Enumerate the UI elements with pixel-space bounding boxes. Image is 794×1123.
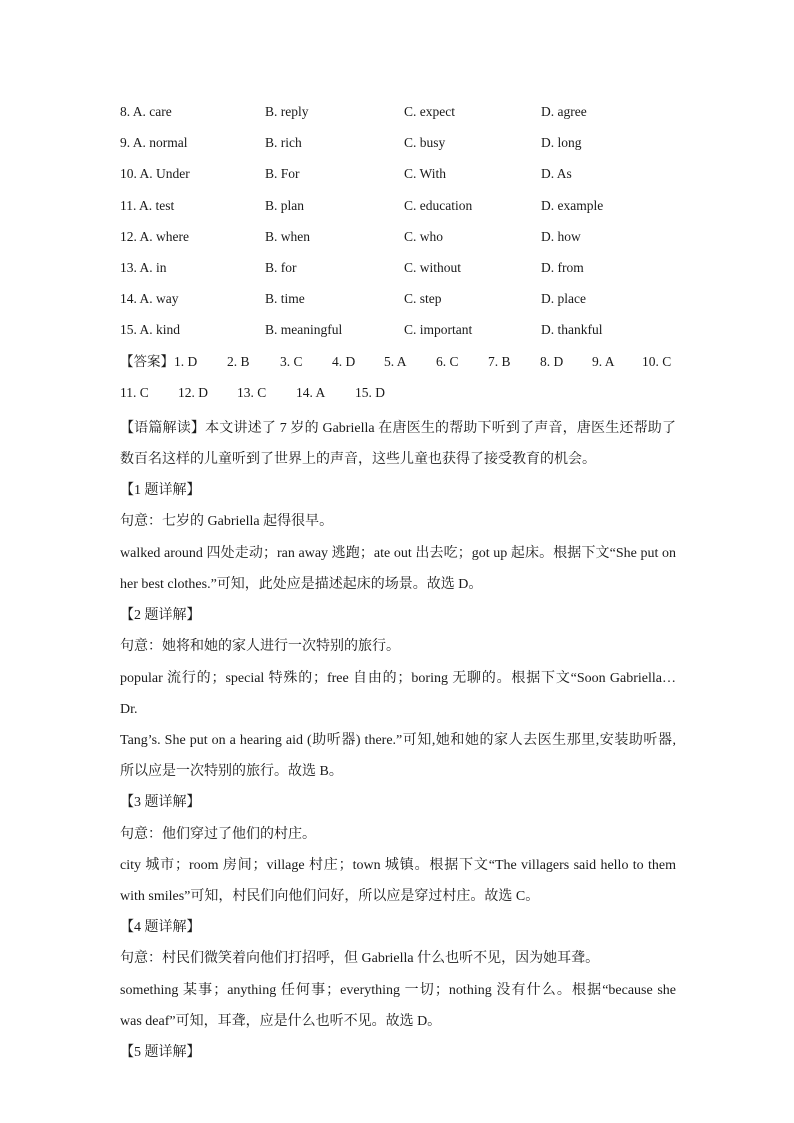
sentence-meaning: 句意：他们穿过了他们的村庄。 [120,826,316,842]
option-c: C. without [404,259,462,275]
option-c: C. important [404,322,473,338]
answer-item: 5. A [384,353,407,369]
answer-item: 12. D [178,384,208,400]
answer-item: 8. D [540,353,564,369]
option-d: D. how [541,228,581,244]
option-d: D. place [541,291,586,307]
option-b: B. time [265,291,305,307]
answer-key-row-1 [120,351,676,382]
option-row [120,163,676,194]
option-a: 11. A. test [120,197,175,213]
option-row [120,257,676,288]
answer-item: 7. B [488,353,511,369]
question-heading: 【1 题详解】 [120,483,201,499]
option-d: D. As [541,166,572,182]
option-d: D. agree [541,104,587,119]
answer-item: 6. C [436,353,459,369]
answer-key-row-2 [120,382,676,413]
option-a: 13. A. in [120,259,167,275]
sentence-meaning: 句意：村民们微笑着向他们打招呼，但 Gabriella 什么也听不见，因为她耳聋。 [120,951,600,967]
explanation-line: something 某事；anything 任何事；everything 一切；nothing 没有什么。根据“because she [120,982,676,998]
option-b: B. rich [265,135,302,151]
explanation-line: Tang’s. She put on a hearing aid (助听器) there.”可知,她和她的家人去医生那里,安装助听器, [120,732,676,748]
option-a: 15. A. kind [120,322,181,338]
answer-item: 4. D [332,353,356,369]
answer-item: 【答案】1. D [120,353,198,369]
option-b: B. For [265,166,300,182]
option-d: D. from [541,259,584,275]
option-c: C. expect [404,104,455,119]
option-b: B. for [265,259,297,275]
option-row [120,132,676,163]
sentence-meaning: 句意：七岁的 Gabriella 起得很早。 [120,514,334,530]
options-table [120,101,676,351]
option-b: B. plan [265,197,304,213]
option-c: C. With [404,166,446,182]
option-row [120,195,676,226]
option-a: 8. A. care [120,104,172,119]
explanation-line: city 城市；room 房间；village 村庄；town 城镇。根据下文“The villagers said hello to them [120,857,676,873]
option-b: B. meaningful [265,322,343,338]
option-a: 10. A. Under [120,166,190,182]
question-heading: 【2 题详解】 [120,608,201,624]
explanation-line: 所以应是一次特别的旅行。故选 B。 [120,764,343,780]
explanation-line: walked around 四处走动；ran away 逃跑；ate out 出去吃；got up 起床。根据下文“She put on [120,545,676,561]
option-c: C. busy [404,135,446,151]
option-c: C. who [404,228,444,244]
question-heading: 【3 题详解】 [120,795,201,811]
option-a: 9. A. normal [120,135,188,151]
answer-item: 11. C [120,384,149,400]
analysis-text-line: 【语篇解读】本文讲述了 7 岁的 Gabriella 在唐医生的帮助下听到了声音，唐医生还帮助了 [120,420,676,436]
question-heading: 【4 题详解】 [120,920,201,936]
explanation-line: popular 流行的；special 特殊的；free 自由的；boring 无聊的。根据下文“Soon Gabriella…Dr. [120,670,676,717]
option-row [120,288,676,319]
option-b: B. reply [265,104,309,119]
answer-item: 10. C [642,353,672,369]
explanation-line: was deaf”可知，耳聋，应是什么也听不见。故选 D。 [120,1013,442,1029]
option-row [120,226,676,257]
answer-item: 13. C [237,384,267,400]
sentence-meaning: 句意：她将和她的家人进行一次特别的旅行。 [120,639,400,655]
explanation-line: with smiles”可知，村民们向他们问好，所以应是穿过村庄。故选 C。 [120,888,540,904]
answer-item: 9. A [592,353,615,369]
option-d: D. example [541,197,604,213]
explanation-line: her best clothes.”可知，此处应是描述起床的场景。故选 D。 [120,576,483,592]
answer-item: 14. A [296,384,326,400]
option-row [120,319,676,350]
option-a: 14. A. way [120,291,179,307]
answer-item: 3. C [280,353,303,369]
option-d: D. long [541,135,582,151]
answer-item: 15. D [355,384,385,400]
option-b: B. when [265,228,310,244]
analysis-text-line: 数百名这样的儿童听到了世界上的声音，这些儿童也获得了接受教育的机会。 [120,452,596,468]
option-c: C. education [404,197,473,213]
answer-item: 2. B [227,353,250,369]
option-row [120,101,676,132]
option-d: D. thankful [541,322,603,338]
option-c: C. step [404,291,442,307]
option-a: 12. A. where [120,228,189,244]
question-heading: 【5 题详解】 [120,1044,201,1060]
page-content [120,101,676,1068]
